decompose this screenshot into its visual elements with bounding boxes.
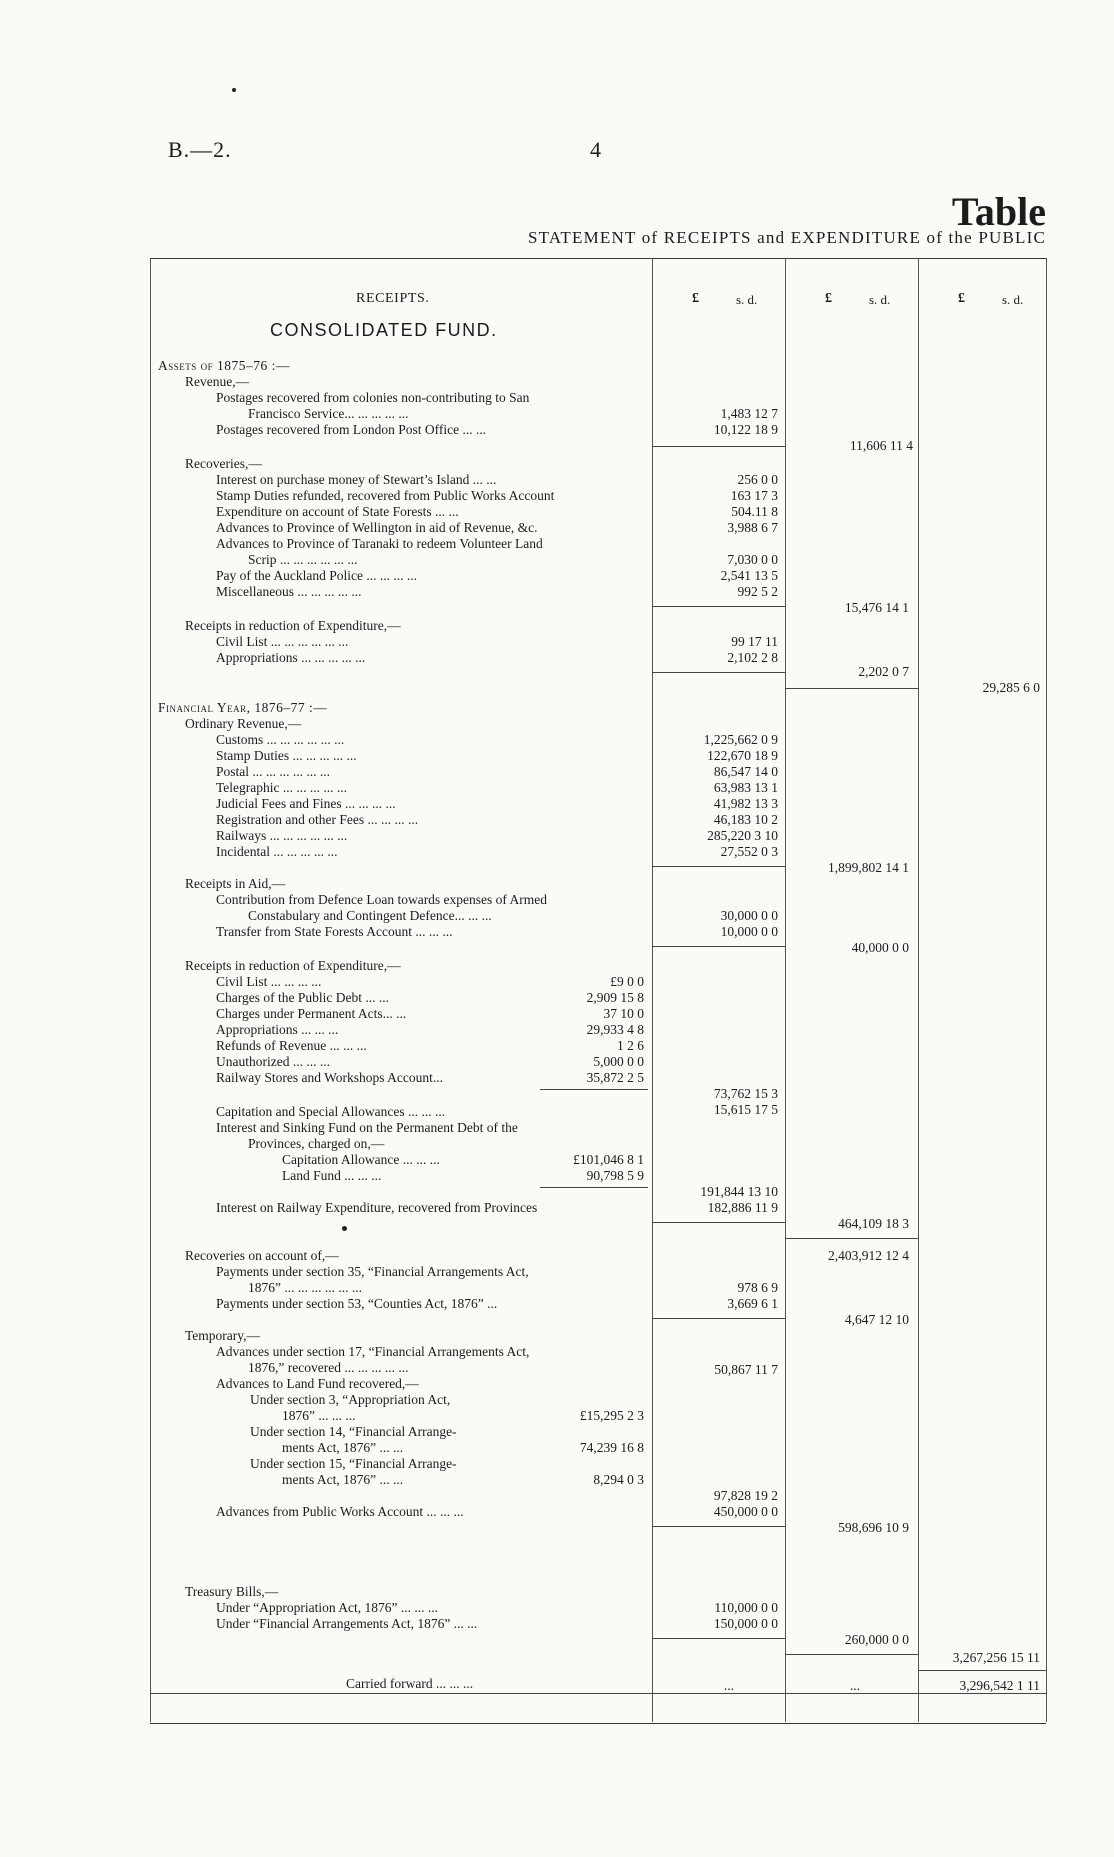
pound-header-2: £ — [825, 291, 832, 306]
row-label: Expenditure on account of State Forests ... ... — [216, 504, 459, 519]
total: 3,296,542 1 11 — [959, 1678, 1040, 1693]
group-recoveries-on-account: Recoveries on account of,— — [185, 1248, 339, 1263]
amount: 3,988 6 7 — [727, 520, 778, 535]
row-label: Advances to Land Fund recovered,— — [216, 1376, 419, 1391]
subtotal: 464,109 18 3 — [838, 1216, 909, 1231]
row-label: Transfer from State Forests Account ... ... ... — [216, 924, 453, 939]
statement-heading: STATEMENT of RECEIPTS and EXPENDITURE of the PUBLIC — [527, 228, 1046, 247]
amount: 110,000 0 0 — [714, 1600, 778, 1615]
subtotal-rule — [652, 446, 785, 447]
amount: 182,886 11 9 — [707, 1200, 778, 1215]
carried-forward-label: Carried forward ... ... ... — [346, 1676, 474, 1691]
amount: 7,030 0 0 — [727, 552, 778, 567]
row-label: Civil List ... ... ... ... ... ... — [216, 634, 349, 649]
row-label: Advances from Public Works Account ... ... ... — [216, 1504, 464, 1519]
amount: 1,483 12 7 — [720, 406, 778, 421]
subtotal-rule — [785, 1654, 918, 1655]
sd-header-2: s. d. — [869, 292, 891, 307]
group-receipts-in-aid: Receipts in Aid,— — [185, 876, 286, 891]
row-label: Pay of the Auckland Police ... ... ... ... — [216, 568, 417, 583]
inner-amount: 5,000 0 0 — [593, 1054, 644, 1069]
row-label: Advances to Province of Wellington in aid of Revenue, &c. — [216, 520, 538, 535]
amount: 3,669 6 1 — [727, 1296, 778, 1311]
subtotal-rule — [652, 866, 785, 867]
receipts-heading: RECEIPTS. — [356, 291, 430, 306]
amount: 15,615 17 5 — [713, 1102, 778, 1117]
row-label: Provinces, charged on,— — [248, 1136, 385, 1151]
row-label: Francisco Service... ... ... ... ... — [248, 406, 409, 421]
amount: 63,983 13 1 — [713, 780, 778, 795]
total-rule — [918, 1670, 1046, 1671]
inner-amount: £9 0 0 — [610, 974, 644, 989]
subtotal-rule — [785, 1238, 918, 1239]
subtotal: 40,000 0 0 — [851, 940, 909, 955]
amount: 30,000 0 0 — [720, 908, 778, 923]
amount: 163 17 3 — [730, 488, 778, 503]
amount: 10,122 18 9 — [713, 422, 778, 437]
row-label: 1876” ... ... ... ... ... ... — [248, 1280, 362, 1295]
row-label: Stamp Duties refunded, recovered from Public Works Account — [216, 488, 555, 503]
subtotal: 11,606 11 4 — [849, 438, 913, 453]
row-label: Charges under Permanent Acts... ... — [216, 1006, 407, 1021]
row-label: Incidental ... ... ... ... ... — [216, 844, 338, 859]
amount: 1,225,662 0 9 — [703, 732, 778, 747]
row-label: Under section 14, “Financial Arrange- — [250, 1424, 457, 1439]
subtotal-rule — [652, 606, 785, 607]
inner-amount: 74,239 16 8 — [579, 1440, 644, 1455]
row-label: Interest on Railway Expenditure, recovered from Provinces — [216, 1200, 538, 1215]
group-reduction: Receipts in reduction of Expenditure,— — [185, 618, 401, 633]
row-label: Interest and Sinking Fund on the Permanent Debt of the — [216, 1120, 518, 1135]
row-label: Land Fund ... ... ... — [282, 1168, 382, 1183]
amount: 285,220 3 10 — [707, 828, 778, 843]
inner-amount: 1 2 6 — [617, 1038, 644, 1053]
subtotal-rule — [652, 672, 785, 673]
amount: 2,102 2 8 — [727, 650, 778, 665]
amount: 46,183 10 2 — [713, 812, 778, 827]
row-label: Payments under section 53, “Counties Act, 1876” ... — [216, 1296, 498, 1311]
row-label: Advances to Province of Taranaki to redeem Volunteer Land — [216, 536, 543, 551]
sd-header-1: s. d. — [736, 292, 758, 307]
fund-heading: CONSOLIDATED FUND. — [270, 320, 498, 340]
row-label: Judicial Fees and Fines ... ... ... ... — [216, 796, 396, 811]
inner-amount: 29,933 4 8 — [586, 1022, 644, 1037]
column-divider-1 — [652, 258, 653, 1722]
row-label: Payments under section 35, “Financial Arrangements Act, — [216, 1264, 529, 1279]
group-ordinary-revenue: Ordinary Revenue,— — [185, 716, 302, 731]
stray-dot — [342, 1226, 347, 1231]
row-label: 1876” ... ... ... — [282, 1408, 356, 1423]
pound-header-1: £ — [692, 291, 699, 306]
amount: 10,000 0 0 — [720, 924, 778, 939]
amount: 504.11 8 — [731, 504, 778, 519]
row-label: Charges of the Public Debt ... ... — [216, 990, 389, 1005]
row-label: Civil List ... ... ... ... — [216, 974, 322, 989]
row-label: Interest on purchase money of Stewart’s Island ... ... — [216, 472, 497, 487]
amount: 73,762 15 3 — [713, 1086, 778, 1101]
carried-forward-dots: ... — [849, 1678, 860, 1693]
inner-amount: £101,046 8 1 — [573, 1152, 644, 1167]
subtotal-rule — [652, 1526, 785, 1527]
page-number: 4 — [590, 137, 601, 162]
row-label: Postages recovered from London Post Office ... ... — [216, 422, 487, 437]
inner-amount: 35,872 2 5 — [586, 1070, 644, 1085]
row-label: Under “Financial Arrangements Act, 1876” ... ... — [216, 1616, 478, 1631]
row-label: Appropriations ... ... ... — [216, 1022, 339, 1037]
amount: 978 6 9 — [737, 1280, 778, 1295]
amount: 97,828 19 2 — [713, 1488, 778, 1503]
row-label: Constabulary and Contingent Defence... ... ... — [248, 908, 492, 923]
amount: 41,982 13 3 — [713, 796, 778, 811]
inner-sum-rule — [540, 1187, 648, 1188]
row-label: Refunds of Revenue ... ... ... — [216, 1038, 367, 1053]
amount: 150,000 0 0 — [713, 1616, 778, 1631]
subtotal-rule — [785, 688, 918, 689]
row-label: Capitation Allowance ... ... ... — [282, 1152, 440, 1167]
subtotal: 15,476 14 1 — [844, 600, 909, 615]
stray-dot — [232, 88, 236, 92]
section-assets: Assets of 1875–76 :— — [158, 358, 290, 373]
carried-forward-dots: ... — [723, 1678, 734, 1693]
amount: 450,000 0 0 — [713, 1504, 778, 1519]
subtotal: 598,696 10 9 — [838, 1520, 909, 1535]
row-label: Under “Appropriation Act, 1876” ... ... ... — [216, 1600, 438, 1615]
subtotal: 2,403,912 12 4 — [828, 1248, 909, 1263]
section-financial-year: Financial Year, 1876–77 :— — [158, 700, 328, 715]
row-label: Stamp Duties ... ... ... ... ... — [216, 748, 357, 763]
row-label: Customs ... ... ... ... ... ... — [216, 732, 345, 747]
sd-header-3: s. d. — [1002, 292, 1024, 307]
pound-header-3: £ — [958, 291, 965, 306]
row-label: Railway Stores and Workshops Account... — [216, 1070, 444, 1085]
row-label: ments Act, 1876” ... ... — [282, 1440, 404, 1455]
table-left-border — [150, 258, 151, 1722]
amount: 191,844 13 10 — [700, 1184, 778, 1199]
amount: 86,547 14 0 — [713, 764, 778, 779]
row-label: Advances under section 17, “Financial Arrangements Act, — [216, 1344, 530, 1359]
group-revenue: Revenue,— — [185, 374, 250, 389]
amount: 992 5 2 — [737, 584, 778, 599]
group-treasury-bills: Treasury Bills,— — [185, 1584, 279, 1599]
amount: 50,867 11 7 — [714, 1362, 778, 1377]
inner-amount: 37 10 0 — [603, 1006, 644, 1021]
amount: 256 0 0 — [737, 472, 778, 487]
row-label: Postal ... ... ... ... ... ... — [216, 764, 331, 779]
subtotal-rule — [652, 1638, 785, 1639]
row-label: Contribution from Defence Loan towards expenses of Armed — [216, 892, 548, 907]
page-reference: B.—2. — [168, 137, 232, 162]
table-right-border — [1046, 258, 1047, 1722]
group-temporary: Temporary,— — [185, 1328, 261, 1343]
row-label: Under section 3, “Appropriation Act, — [250, 1392, 451, 1407]
group-reduction-76: Receipts in reduction of Expenditure,— — [185, 958, 401, 973]
amount: 27,552 0 3 — [720, 844, 778, 859]
row-label: 1876,” recovered ... ... ... ... ... — [248, 1360, 409, 1375]
subtotal-rule — [652, 1318, 785, 1319]
subtotal: 1,899,802 14 1 — [828, 860, 909, 875]
total: 29,285 6 0 — [982, 680, 1040, 695]
column-divider-2 — [785, 258, 786, 1722]
column-divider-3 — [918, 258, 919, 1722]
total: 3,267,256 15 11 — [952, 1650, 1040, 1665]
inner-amount: 8,294 0 3 — [593, 1472, 644, 1487]
row-label: Scrip ... ... ... ... ... ... — [248, 552, 358, 567]
amount: 2,541 13 5 — [720, 568, 778, 583]
amount: 122,670 18 9 — [707, 748, 778, 763]
subtotal-rule — [652, 1222, 785, 1223]
row-label: Appropriations ... ... ... ... ... — [216, 650, 366, 665]
subtotal: 2,202 0 7 — [858, 664, 909, 679]
row-label: Registration and other Fees ... ... ... ... — [216, 812, 419, 827]
inner-sum-rule — [540, 1089, 648, 1090]
row-label: Under section 15, “Financial Arrange- — [250, 1456, 457, 1471]
subtotal-rule — [652, 946, 785, 947]
inner-amount: 2,909 15 8 — [586, 990, 644, 1005]
row-label: Telegraphic ... ... ... ... ... — [216, 780, 348, 795]
amount: 99 17 11 — [731, 634, 778, 649]
row-label: Capitation and Special Allowances ... ... ... — [216, 1104, 446, 1119]
row-label: ments Act, 1876” ... ... — [282, 1472, 404, 1487]
row-label: Railways ... ... ... ... ... ... — [216, 828, 348, 843]
subtotal: 260,000 0 0 — [844, 1632, 909, 1647]
subtotal: 4,647 12 10 — [844, 1312, 909, 1327]
inner-amount: £15,295 2 3 — [579, 1408, 644, 1423]
row-label: Miscellaneous ... ... ... ... ... — [216, 584, 362, 599]
group-recoveries: Recoveries,— — [185, 456, 262, 471]
page-title: Table — [951, 189, 1046, 234]
row-label: Unauthorized ... ... ... — [216, 1054, 330, 1069]
row-label: Postages recovered from colonies non-contributing to San — [216, 390, 530, 405]
inner-amount: 90,798 5 9 — [586, 1168, 644, 1183]
footer-rule — [150, 1693, 1046, 1694]
